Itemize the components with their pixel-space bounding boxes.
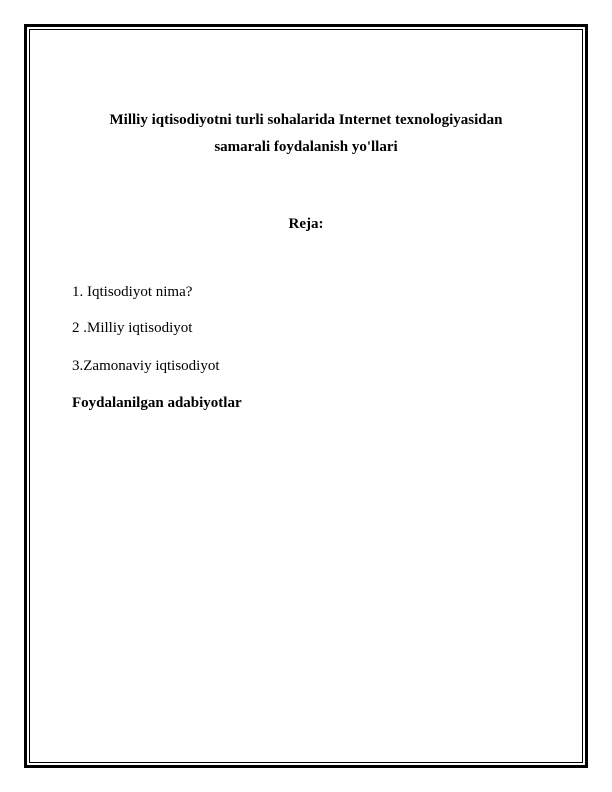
document-title-line-2: samarali foydalanish yo'llari xyxy=(214,139,398,155)
contents-item-references: Foydalanilgan adabiyotlar xyxy=(72,395,242,411)
document-title-line-1: Milliy iqtisodiyotni turli sohalarida Internet texnologiyasidan xyxy=(109,112,503,128)
contents-item: 2 .Milliy iqtisodiyot xyxy=(72,320,193,336)
contents-item: 3.Zamonaviy iqtisodiyot xyxy=(72,358,220,374)
plan-heading: Reja: xyxy=(288,216,324,232)
contents-item: 1. Iqtisodiyot nima? xyxy=(72,284,193,300)
